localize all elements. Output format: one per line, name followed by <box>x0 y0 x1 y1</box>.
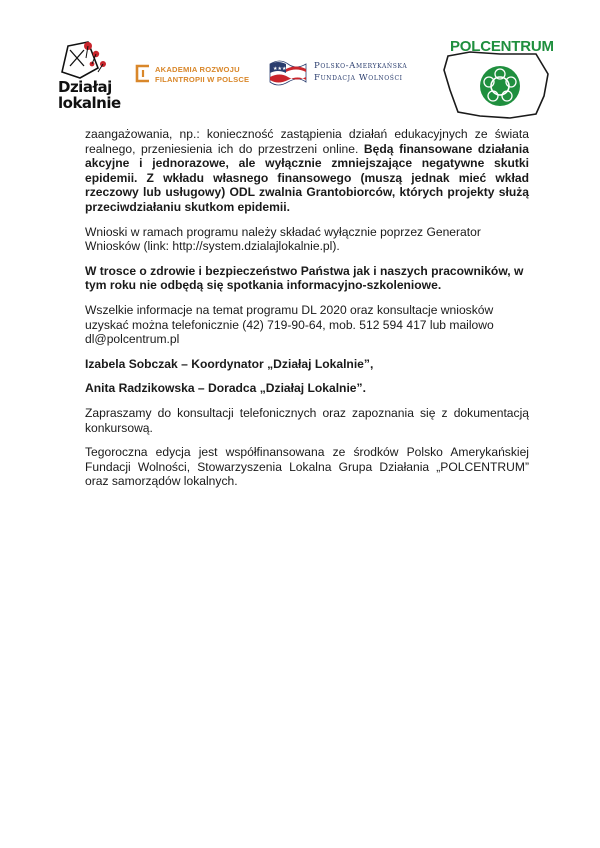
paragraph-funding-rules <box>85 127 529 215</box>
paragraph-no-meetings: W trosce o zdrowie i bezpieczeństwo Państwa jak i naszych pracowników, w tym roku nie odbędą się spotkania informacyjno-szkoleniowe. <box>85 263 524 293</box>
dzialaj-lokalnie-logo <box>58 38 124 116</box>
logo-header <box>0 0 600 125</box>
dzialaj-lokalnie-flower-icon <box>58 38 124 80</box>
logo-word-lokalnie: lokalnie <box>58 94 121 112</box>
document-body <box>85 127 529 499</box>
coordinator-name: Izabela Sobczak – Koordynator „Działaj Lokalnie”, <box>85 356 374 371</box>
polcentrum-logo <box>440 34 556 120</box>
funding-rules-text: zaangażowania, np.: konieczność zastąpienia działań edukacyjnych ze świata realnego, przeniesienia ich do przestrzeni online. <box>85 127 529 156</box>
logo-word-dzialaj: Działaj <box>58 78 112 96</box>
akademia-rozwoju-logo <box>134 63 262 85</box>
paragraph-contact-info: Wszelkie informacje na temat programu DL 2020 oraz konsultacje wniosków uzyskać można telefonicznie (42) 719-90-64, mob. 512 594 417 lub mailowo dl@polcentrum.pl <box>85 302 494 347</box>
paragraph-invitation: Zapraszamy do konsultacji telefonicznych oraz zapoznania się z dokumentacją konkursową. <box>85 405 529 435</box>
paragraph-cofinancing: Tegoroczna edycja jest współfinansowana ze środków Polsko Amerykańskiej Fundacji Wolności, Stowarzyszenia Lokalna Grupa Działania „POLCENTRUM” oraz samorządów lokalnych. <box>85 445 529 489</box>
fundacja-line2: Fundacja Wolności <box>314 73 403 83</box>
polcentrum-name: POLCENTRUM <box>450 38 554 55</box>
paragraph-application-generator: Wnioski w ramach programu należy składać wyłącznie poprzez Generator Wniosków (link: http://system.dzialajlokalnie.pl). <box>85 224 481 254</box>
funding-rules-bold-text: Będą finansowane działania akcyjne i jednorazowe, ale wyłącznie zmniejszające negatywne skutki epidemii. Z wkładu własnego finansowego (muszą jednak mieć wkład rzeczowy lub usługowy) ODL zwalnia Grantobiorców, których projekty służą przeciwdziałaniu skutkom epidemii. <box>85 141 529 214</box>
advisor-name: Anita Radzikowska – Doradca „Działaj Lokalnie”. <box>85 381 366 396</box>
fundacja-line1: Polsko-Amerykańska <box>314 61 408 71</box>
akademia-line2: FILANTROPII W POLSCE <box>155 75 250 84</box>
flag-stars-icon <box>268 56 308 88</box>
svg-text:★★★: ★★★ <box>273 66 287 72</box>
akademia-bracket-icon <box>134 64 151 83</box>
fundacja-wolnosci-logo <box>268 56 438 90</box>
akademia-line1: AKADEMIA ROZWOJU <box>155 65 240 74</box>
